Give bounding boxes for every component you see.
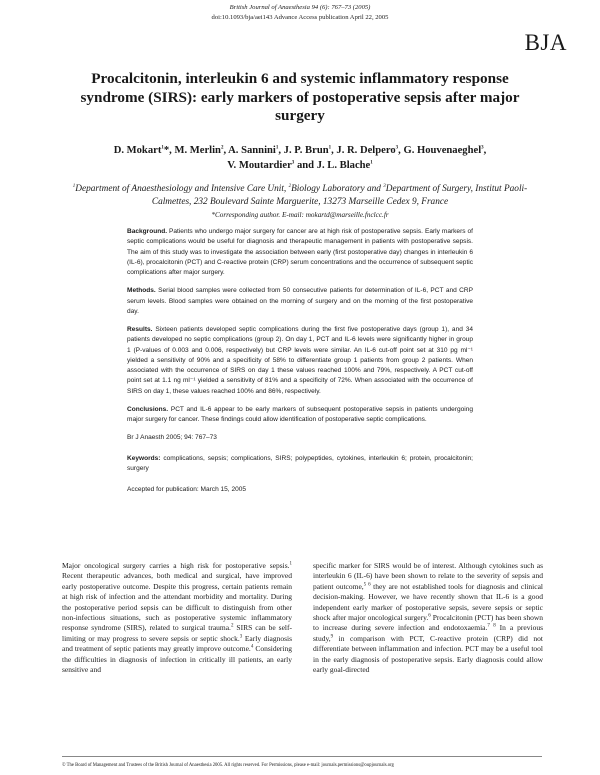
author-name: G. Houvenaeghel	[403, 145, 482, 156]
citation-line: Br J Anaesth 2005; 94: 767–73	[127, 434, 217, 442]
journal-citation-header: British Journal of Anaesthesia 94 (6): 767–73 (2005)	[229, 4, 371, 11]
keywords: Keywords: complications, sepsis; complications, SIRS; polypeptides, cytokines, interleukin 6; protein, procalcitonin; surgery	[127, 454, 473, 472]
author-name: A. Sannini	[228, 145, 276, 156]
journal-logo: BJA	[524, 30, 567, 55]
author-name: J. L. Blache	[316, 159, 371, 171]
accepted-date: Accepted for publication: March 15, 2005	[127, 486, 247, 493]
abstract-methods: Methods. Serial blood samples were collected from 50 consecutive patients for determination of IL-6, PCT and CRP serum levels. Blood samples were obtained on the morning of surgery and on the morning of the first postoperative day.	[127, 287, 473, 315]
copyright-footer: © The Board of Management and Trustees of the British Journal of Anaesthesia 2005. All rights reserved. For Permissions, please e-mail: journals.permissions@oupjournals.org	[62, 763, 394, 768]
footer-divider	[62, 756, 542, 757]
corresponding-author: *Corresponding author. E-mail: mokartd@marseille.fnclcc.fr	[211, 211, 389, 219]
author-name: J. P. Brun	[283, 145, 329, 156]
abstract-background: Background. Patients who undergo major surgery for cancer are at high risk of postoperative sepsis. Early markers of septic complications would be useful for diagnosis and therapeutic management in patients with postoperative sepsis. The aim of this study was to investigate the association between early (first postoperative day) changes in interleukin 6 (IL-6), procalcitonin (PCT) and C-reactive protein (CRP) serum concentrations and the occurrence of subsequent septic complications after major surgery.	[127, 228, 473, 276]
author-name: M. Merlin	[174, 145, 221, 156]
abstract	[127, 227, 473, 503]
article-title: Procalcitonin, interleukin 6 and systemic inflammatory response syndrome (SIRS): early markers of postoperative sepsis after major surgery	[80, 70, 520, 124]
abstract-results: Results. Sixteen patients developed septic complications during the first five postoperative days (group 1), and 34 patients developed no septic complications (group 2). On day 1, PCT and IL-6 levels were significantly higher in group 1 (P-values of 0.003 and 0.006, respectively) but CRP levels were similar. An IL-6 cut-off point set at 310 pg ml⁻¹ yielded a sensitivity of 90% and a specificity of 58% to differentiate group 1 patients from group 2 patients. When associated with the occurrence of SIRS on day 1 these values reached 100% and 79%, respectively. A PCT cut-off point set at 1.1 ng ml⁻¹ yielded a sensitivity of 81% and a specificity of 72%. When associated with the occurrence of SIRS on day 1, these values reached 100% and 86%, respectively.	[127, 326, 473, 395]
author-name: D. Mokart	[113, 145, 162, 156]
body-column-left: Major oncological surgery carries a high risk for postoperative sepsis.$^1$ Recent therapeutic advances, both medical and surgical, have improved early postoperative outcome. Despite this progress, certain patients remain at high risk of infection and the attendant morbidity and mortality. During the postoperative period sepsis can be difficult to distinguish from other non-infectious situations, such as postoperative systemic inflammatory response syndrome (SIRS), related to surgical trauma.$^2$ SIRS can be self-limiting or may progress to severe sepsis or septic shock.$^3$ Early diagnosis and treatment of septic patients may greatly improve outcome.$^4$ Considering the difficulties in diagnosis of infection in critically ill patients, an early sensitive and	[62, 561, 293, 675]
affiliations: $^1$Department of Anaesthesiology and Intensive Care Unit, $^2$Biology Laboratory and $^3$Department of Surgery, Institut Paoli-Calmettes, 232 Boulevard Sainte Marguerite, 13273 Marseille Cedex 9, France	[72, 183, 528, 207]
author-name: V. Moutardier	[227, 159, 292, 171]
body-column-right: specific marker for SIRS would be of interest. Although cytokines such as interleukin 6 (IL-6) have been shown to relate to the severity of sepsis and patient outcome,$^{5 6}$ they are not established tools for diagnosis and clinical decision-making. However, we have recently shown that IL-6 is a good independent early marker of postoperative sepsis, severe sepsis or septic shock after major oncological surgery.$^6$ Procalcitonin (PCT) has been shown to increase during severe infection and endotoxaemia.$^{7 8}$ In a previous study,$^9$ in comparison with PCT, C-reactive protein (CRP) did not differentiate between inflammation and infection. PCT may be a useful tool in the early diagnosis of postoperative sepsis. Early diagnosis could allow early goal-directed	[313, 561, 544, 675]
doi-line: doi:10.1093/bja/aei143 Advance Access publication April 22, 2005	[211, 14, 389, 21]
abstract-conclusions: Conclusions. PCT and IL-6 appear to be early markers of subsequent postoperative sepsis in patients undergoing major surgery for cancer. These findings could allow identification of postoperative septic complications.	[127, 405, 473, 423]
author-name: J. R. Delpero	[336, 145, 396, 156]
author-list: D. Mokart$^1$*, M. Merlin$^2$, A. Sannini$^1$, J. P. Brun$^1$, J. R. Delpero$^3$, G. Houvenaeghel$^3$, V. Moutardier$^3$ and J. L. Blache$^1$	[113, 145, 487, 171]
